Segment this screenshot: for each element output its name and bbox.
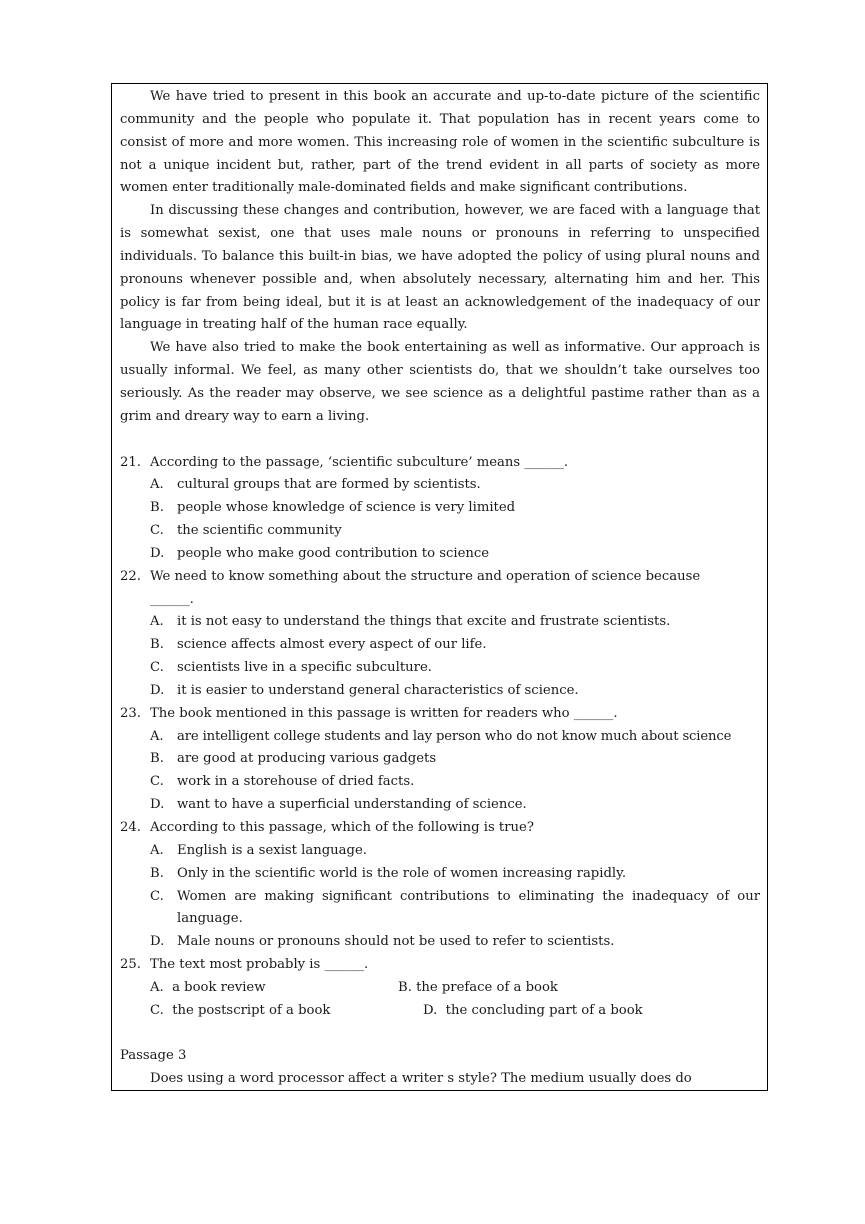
option-23-d xyxy=(120,794,760,817)
option-24-a xyxy=(120,840,760,863)
question-text: According to the passage, ‘scientific subculture’ means ______. xyxy=(150,454,569,470)
option-label: C. xyxy=(150,774,164,790)
question-21 xyxy=(120,452,760,475)
option-text: people who make good contribution to science xyxy=(177,545,490,561)
option-22-a xyxy=(120,611,760,634)
option-text: want to have a superficial understanding of science. xyxy=(177,797,527,813)
option-25-c: C. the postscript of a book xyxy=(150,1002,331,1018)
option-text: it is not easy to understand the things that excite and frustrate scientists. xyxy=(177,614,671,630)
option-text: English is a sexist language. xyxy=(177,842,367,858)
spacer xyxy=(120,429,760,452)
question-text: We need to know something about the structure and operation of science because ______. xyxy=(150,568,726,607)
option-label: C. xyxy=(150,523,164,539)
option-25-b: B. the preface of a book xyxy=(398,979,558,995)
question-24 xyxy=(120,817,760,840)
question-number: 21. xyxy=(120,454,141,470)
option-label: C. xyxy=(150,888,164,904)
document-frame xyxy=(111,83,768,1091)
question-number: 24. xyxy=(120,820,141,835)
option-label: A. xyxy=(150,477,164,493)
option-row-25-ab xyxy=(120,977,760,1000)
option-22-d xyxy=(120,680,760,703)
option-25-d: D. the concluding part of a book xyxy=(423,1002,643,1018)
question-text: The text most probably is ______. xyxy=(150,957,369,973)
option-22-b xyxy=(120,634,760,657)
passage-3-first-line: Does using a word processor affect a writer s style? The medium usually does do xyxy=(150,1071,692,1087)
option-text: are intelligent college students and lay person who do not know much about science xyxy=(177,728,732,744)
option-21-a xyxy=(120,474,760,497)
spacer xyxy=(120,1023,760,1046)
option-label: A. xyxy=(150,614,164,630)
paragraph-3: We have also tried to make the book entertaining as well as informative. Our approach is usually informal. We feel, as many other scientists do, that we shouldn’t take ourselves too seriously. As the reader may observe, we see science as a delightful pastime rather than as a grim and dreary way to earn a living. xyxy=(120,340,760,424)
option-text: it is easier to understand general characteristics of science. xyxy=(177,682,579,698)
option-label: D. xyxy=(150,545,165,561)
option-21-c xyxy=(120,520,760,543)
option-text: science affects almost every aspect of our life. xyxy=(177,637,487,653)
option-text: are good at producing various gadgets xyxy=(177,751,437,767)
option-label: D. xyxy=(150,797,165,813)
option-label: A. xyxy=(150,728,164,744)
question-text: The book mentioned in this passage is written for readers who ______. xyxy=(150,705,618,721)
option-row-25-cd xyxy=(120,1000,760,1023)
option-label: D. xyxy=(150,934,165,950)
option-text: Only in the scientific world is the role of women increasing rapidly. xyxy=(177,865,627,881)
option-text: work in a storehouse of dried facts. xyxy=(177,774,415,790)
question-number: 25. xyxy=(120,957,141,973)
question-number: 22. xyxy=(120,568,141,584)
option-22-c xyxy=(120,657,760,680)
passage-3-title: Passage 3 xyxy=(120,1048,187,1064)
option-text: people whose knowledge of science is very limited xyxy=(177,500,516,516)
question-23 xyxy=(120,703,760,726)
question-22 xyxy=(120,566,760,612)
paragraph-2: In discussing these changes and contribution, however, we are faced with a language that is somewhat sexist, one that uses male nouns or pronouns in referring to unspecified individuals. To balance this built-in bias, we have adopted the policy of using plural nouns and pronouns whenever possible and, when absolutely necessary, alternating him and her. This policy is far from being ideal, but it is at least an acknowledgement of the inadequacy of our language in treating half of the human race equally. xyxy=(120,203,760,333)
option-label: B. xyxy=(150,751,164,767)
option-25-a: A. a book review xyxy=(150,979,266,995)
paragraph-1: We have tried to present in this book an accurate and up-to-date picture of the scientific community and the people who populate it. That population has in recent years come to consist of more and more women. This increasing role of women in the scientific subculture is not a unique incident but, rather, part of the trend evident in all parts of society as more women enter traditionally male-dominated fields and make significant contributions. xyxy=(120,89,760,196)
option-21-b xyxy=(120,497,760,520)
option-label: A. xyxy=(150,842,164,858)
option-label: D. xyxy=(150,682,165,698)
option-text: Male nouns or pronouns should not be used to refer to scientists. xyxy=(177,934,615,950)
option-text: cultural groups that are formed by scientists. xyxy=(177,477,481,493)
question-text: According to this passage, which of the following is true? xyxy=(150,820,534,835)
option-text: Women are making significant contributions to eliminating the inadequacy of our language. xyxy=(177,888,760,927)
option-23-c xyxy=(120,771,760,794)
option-label: B. xyxy=(150,500,164,516)
option-text: the scientific community xyxy=(177,523,342,539)
option-24-c xyxy=(120,886,760,932)
option-23-b xyxy=(120,748,760,771)
option-label: B. xyxy=(150,637,164,653)
option-label: B. xyxy=(150,865,164,881)
option-21-d xyxy=(120,543,760,566)
option-24-b xyxy=(120,863,760,886)
question-25 xyxy=(120,954,760,977)
option-text: scientists live in a specific subculture. xyxy=(177,660,432,676)
option-23-a xyxy=(120,726,760,749)
option-24-d xyxy=(120,931,760,954)
option-label: C. xyxy=(150,660,164,676)
question-number: 23. xyxy=(120,705,141,721)
